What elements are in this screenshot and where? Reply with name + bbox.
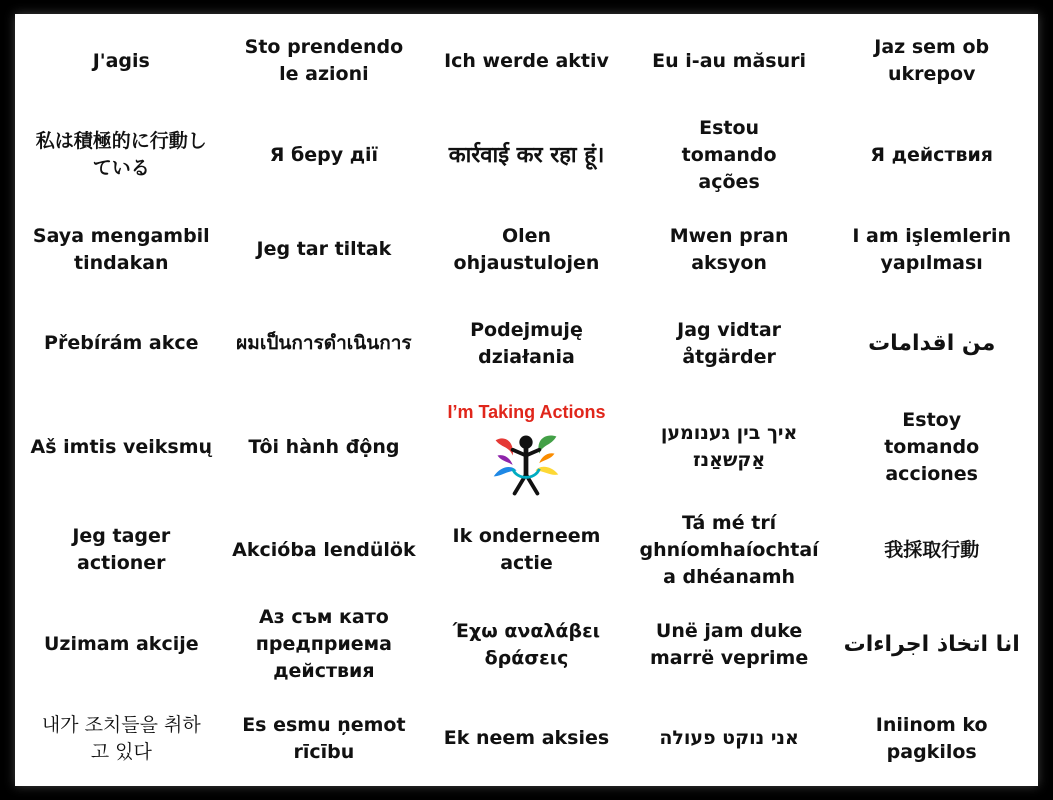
phrase-japanese: 私は積極的に行動している (35, 130, 207, 180)
phrase-ukrainian: Я беру дії (269, 143, 379, 166)
phrase-hebrew: אני נוקט פעולה (659, 727, 799, 750)
phrase-portuguese: Estou tomando ações (681, 116, 777, 193)
phrase-spanish: Estoy tomando acciones (884, 408, 980, 485)
phrase-danish: Jeg tager actioner (72, 525, 171, 575)
phrase-card (15, 14, 1038, 786)
phrase-polish: Podejmuję działania (470, 318, 583, 368)
phrase-croatian: Uzimam akcije (43, 633, 199, 656)
phrase-haitian-creole: Mwen pran aksyon (669, 224, 789, 274)
phrase-russian: Я действия (870, 143, 993, 166)
phrase-greek: Έχω αναλάβει δράσεις (452, 619, 601, 669)
phrase-hindi: कार्रवाई कर रहा हूं। (448, 142, 605, 168)
phrase-norwegian: Jeg tar tiltak (256, 238, 392, 261)
center-title: I’m Taking Actions (447, 402, 606, 423)
phrase-persian: من اقدامات (868, 331, 996, 357)
phrase-slovenian: Jaz sem ob ukrepov (874, 36, 990, 86)
phrase-arabic: انا اتخاذ اجراءات (843, 632, 1020, 658)
phrase-latvian: Es esmu ņemot rīcību (242, 713, 406, 763)
phrase-lithuanian: Aš imtis veiksmų (30, 435, 213, 458)
stick-figure-multicolor-logo-icon (488, 427, 564, 503)
phrase-italian: Sto prendendo le azioni (244, 36, 404, 86)
phrase-chinese-traditional: 我採取行動 (884, 538, 980, 561)
phrase-finnish: Olen ohjaustulojen (453, 224, 600, 274)
phrase-afrikaans: Ek neem aksies (443, 727, 610, 750)
center-title-cell (425, 391, 628, 503)
phrase-filipino: Iniinom ko pagkilos (875, 713, 988, 763)
phrase-german: Ich werde aktiv (444, 49, 609, 72)
phrase-bulgarian: Аз съм като предприема действия (255, 606, 393, 683)
phrase-vietnamese: Tôi hành động (248, 435, 400, 458)
phrase-czech: Přebírám akce (44, 332, 199, 355)
phrase-romanian: Eu i-au măsuri (652, 49, 806, 72)
phrase-hungarian: Akcióba lendülök (232, 538, 416, 561)
phrase-turkish: I am işlemlerin yapılması (852, 224, 1012, 274)
phrase-albanian: Unë jam duke marrë veprime (649, 619, 809, 669)
phrase-korean: 내가 조치들을 취하고 있다 (41, 713, 201, 763)
phrase-swedish: Jag vidtar åtgärder (677, 318, 782, 368)
phrase-indonesian: Saya mengambil tindakan (32, 224, 210, 274)
phrase-grid (20, 14, 1033, 786)
phrase-thai: ผมเป็นการดำเนินการ (236, 332, 412, 355)
phrase-french: J'agis (92, 49, 150, 72)
phrase-irish: Tá mé trí ghníomhaíochtaí a dhéanamh (639, 511, 819, 588)
phrase-yiddish: איך בין גענומען אַקשאַנז (660, 422, 798, 472)
phrase-dutch: Ik onderneem actie (452, 525, 601, 575)
